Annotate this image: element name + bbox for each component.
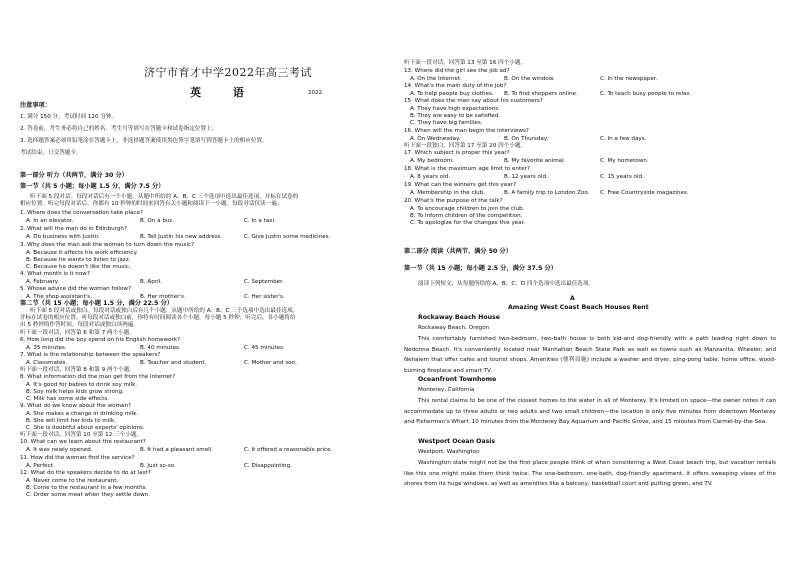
option-a: A. In an elevator. <box>26 218 74 224</box>
option-c: C. Order some meat when they settle down. <box>26 492 150 498</box>
option-a: A. Classmates. <box>26 360 68 366</box>
option-c: C. To apologize for the changes this year. <box>410 220 526 226</box>
house-name: Oceanfront Townhome <box>418 376 497 383</box>
question: 2. What will the man do in Edinburgh? <box>20 226 127 232</box>
question: 1. Where does the conversation take place? <box>20 210 143 216</box>
house-name: Rockaway Beach House <box>418 314 500 321</box>
option-c: C. Mother and son. <box>244 360 297 366</box>
house-location: Rockaway Beach, Oregon <box>418 325 490 331</box>
option-c: C. Disappointing. <box>244 463 292 469</box>
house-description: Washington state might not be the first place people think of when considering a West Coast beach trip, but vacation rentals like this one might make them think twice. The one-bedroom, one-bath, dog-friendly apartment, it offers sweeping views of the shores from its huge windows, as well as amenities like a balcony, basketball court and putting green, and TV. <box>404 460 776 487</box>
reading-instruction: 阅读下列短文，从每题所给的 A、B、C、D 四个选项中选出最佳选项。 <box>418 281 595 287</box>
option-c: C. She is doubtful about experts' opinions. <box>26 425 145 431</box>
section-intro: 听下面 5 段对话。每段对话后有一个小题，从题中所给的 A、B、C 三个选项中选出最佳选项，并标在试卷的 <box>30 194 299 200</box>
question: 6. How long did the boy spend on his English homework? <box>20 337 181 343</box>
option-a: A. To help people buy clothes. <box>410 91 494 97</box>
question: 7. What is the relationship between the speakers? <box>20 352 161 358</box>
notes-item: 1. 满分 150 分，考试时间 120 分钟。 <box>20 114 118 120</box>
question: 20. What's the purpose of the talk? <box>404 198 503 204</box>
section-intro: 听下面 5 段对话或独白。每段对话或独白后有几个小题，从题中所给的 A、B、C 三个选项中选出最佳选项， <box>30 308 299 314</box>
option-a: A. Because it affects his work efficiency. <box>26 250 138 256</box>
notes-item: 2. 答卷前，考生务必将自己的姓名、考生号等填写在答题卡和试卷指定位置上。 <box>20 126 218 132</box>
option-a: A. It was newly opened. <box>26 447 93 453</box>
option-a: A. My bedroom. <box>410 158 454 164</box>
option-c: C. September. <box>244 279 284 285</box>
option-b: B. April. <box>140 279 162 285</box>
option-c: C. Milk has some side effects. <box>26 396 110 402</box>
subject-title: 英 语 <box>190 86 258 99</box>
option-b: B. On a bus. <box>140 218 175 224</box>
option-b: B. 12 years old. <box>504 174 548 180</box>
option-c: C. In a taxi. <box>244 218 276 224</box>
dialogue-instruction: 听下面一段对话，回答第 13 至第 16 四个小题。 <box>404 60 527 66</box>
dialogue-instruction: 听下面一段对话，回答第 6 和第 7 两个小题。 <box>20 330 135 336</box>
part2-section1-heading: 第一节（共 15 小题；每小题 2.5 分，满分 37.5 分） <box>404 265 557 272</box>
option-b: B. They are easy to be satisfied. <box>410 113 501 119</box>
question: 14. What's the main duty of the job? <box>404 83 507 89</box>
notes-item: 3. 选择题答案必须用铅笔涂在答题卡上，非选择题答案使用黑色签字笔填写到答题卡上的相应位置。 <box>20 138 268 144</box>
option-c: C. They have big families. <box>410 120 483 126</box>
option-b: B. On the window. <box>504 76 555 82</box>
exam-title: 济宁市育才中学2022年高三考试 <box>144 66 312 79</box>
section-intro: 相应位置。听完每段对话后，你都有 10 秒钟的时间来回答有关小题和阅读下一小题。每段对话仅读一遍。 <box>20 201 283 207</box>
question: 18. What is the maximum age limit to enter? <box>404 166 530 172</box>
passage-title: Amazing West Coast Beach Houses Rent <box>508 304 649 311</box>
option-a: A. Membership in the club. <box>410 190 485 196</box>
notes-item: 考试结束，只交答题卡。 <box>20 150 82 156</box>
option-b: B. Soy milk helps kids grow strong. <box>26 389 124 395</box>
option-c: C. My hometown. <box>600 158 649 164</box>
question: 17. Which subject is proper this year? <box>404 150 510 156</box>
option-b: B. Teacher and student. <box>140 360 207 366</box>
option-a: A. To encourage children to join the club. <box>410 206 525 212</box>
option-b: B. She will limit her kids to milk. <box>26 418 116 424</box>
notes-heading: 注意事项： <box>20 102 51 109</box>
question: 4. What month is it now? <box>20 271 90 277</box>
option-b: B. Just so-so. <box>140 463 176 469</box>
house-location: Westport, Washington <box>418 449 480 455</box>
option-a: A. She makes a change in drinking milk. <box>26 411 139 417</box>
question: 11. How did the woman find the service? <box>20 455 135 461</box>
question: 8. What information did the man get from the Internet? <box>20 374 176 380</box>
question: 3. Why does the man ask the woman to turn down the music? <box>20 242 195 248</box>
option-c: C. Give Justin some medicines. <box>244 234 331 240</box>
option-c: C. Free Countryside magazines. <box>600 190 689 196</box>
option-b: B. It had a pleasant smell. <box>140 447 214 453</box>
option-a: A. They have high expectations. <box>410 106 501 112</box>
question: 10. What can we learn about the restaurant? <box>20 439 146 445</box>
option-b: B. Come to the restaurant in a few months. <box>26 485 148 491</box>
option-a: A. 8 years old. <box>410 174 451 180</box>
question: 5. Whose advice did the woman follow? <box>20 286 131 292</box>
option-b: B. To inform children of the competition. <box>410 213 523 219</box>
option-a: A. February. <box>26 279 60 285</box>
exam-date: 2022. <box>308 90 325 96</box>
question: 16. When will the man begin the interviews? <box>404 128 529 134</box>
house-name: Westport Ocean Oasis <box>418 438 496 445</box>
option-a: A. On Wednesday. <box>410 136 461 142</box>
option-c: C. It offered a reasonable price. <box>244 447 333 453</box>
option-b: B. On Thursday. <box>504 136 549 142</box>
part1-heading: 第一部分 听力（共两节，满分 30 分） <box>20 172 128 179</box>
option-c: C. Her sister's. <box>244 294 285 300</box>
dialogue-instruction: 听下面一段独白，回答第 17 至第 20 四个小题。 <box>404 143 527 149</box>
question: 13. Where did the girl see the job ad? <box>404 68 510 74</box>
option-a: A. Perfect. <box>26 463 55 469</box>
option-c: C. 45 minutes. <box>244 345 285 351</box>
question: 12. What do the speakers decide to do at last? <box>20 470 151 476</box>
option-a: A. Never come to the restaurant. <box>26 478 119 484</box>
question: 9. What do we know about the woman? <box>20 403 131 409</box>
part1-section2-heading: 第二节（共 15 小题；每小题 1.5 分，满分 22.5 分） <box>20 300 173 307</box>
dialogue-instruction: 听下面一段对话，回答第 10 至第 12 三个小题。 <box>20 432 143 438</box>
question: 15. What does the man say about his customers? <box>404 98 543 104</box>
option-a: A. Do business with Justin. <box>26 234 100 240</box>
passage-letter: A <box>570 295 575 302</box>
dialogue-instruction: 听下面一段对话，回答第 8 和第 9 两个小题。 <box>20 367 135 373</box>
option-b: B. A family trip to London Zoo. <box>504 190 590 196</box>
section-intro: 出 5 秒钟的作答时间。每段对话或独白读两遍。 <box>20 322 139 328</box>
option-b: B. To find shoppers online. <box>504 91 578 97</box>
option-c: C. Because he doesn't like the music. <box>26 264 131 270</box>
house-description: This rental claims to be one of the closest homes to the water in all of Monterey. It's limited on space—the owner notes it can accommodate up to three adults or two adults and two small children—the location is only five minutes from downtown Monterey and Fisherman's Wharf, 10 minutes from the Monterey Bay Aquarium and Pacific Grove, and 15 minutes from Carmel-by-the-Sea. <box>404 398 776 425</box>
option-a: A. The shop assistant's. <box>26 294 92 300</box>
part1-section1-heading: 第一节（共 5 小题；每小题 1.5 分，满分 7.5 分） <box>20 183 165 190</box>
option-c: C. 15 years old. <box>600 174 644 180</box>
option-b: B. Her mother's. <box>140 294 186 300</box>
option-a: A. On the Internet. <box>410 76 462 82</box>
option-c: C. In a few days. <box>600 136 647 142</box>
section-intro: 并标在试卷的相应位置。听每段对话或独白前，你将有时间阅读各个小题，每小题 5 秒钟；听完后，各小题将给 <box>20 315 296 321</box>
option-a: A. It's good for babies to drink soy milk. <box>26 382 138 388</box>
option-b: B. Tell Justin his new address. <box>140 234 223 240</box>
option-b: B. My favorite animal. <box>504 158 566 164</box>
question: 19. What can the winners get this year? <box>404 182 516 188</box>
option-c: C. In the newspaper. <box>600 76 658 82</box>
option-c: C. To teach busy people to relax. <box>600 91 692 97</box>
option-b: B. Because he wants to listen to jazz. <box>26 257 131 263</box>
house-description: This comfortably furnished two-bedroom, two-bath house is both kid-and dog-friendly with a path leading right down to Nedonna Beach. It's conveniently located near Manhattan Beach State Park as well as towns such as Manzanita, Wheeler, and Nehalem that offer cafes and tourist shops. Amenities (便利设施) include a washer and dryer, ping-pong table, home office, wood-burning fireplace and smart TV. <box>404 336 776 374</box>
part2-heading: 第二部分 阅读（共两节，满分 50 分） <box>404 248 512 255</box>
option-a: A. 35 minutes. <box>26 345 67 351</box>
option-b: B. 40 minutes. <box>140 345 181 351</box>
house-location: Monterey, California <box>418 387 475 393</box>
